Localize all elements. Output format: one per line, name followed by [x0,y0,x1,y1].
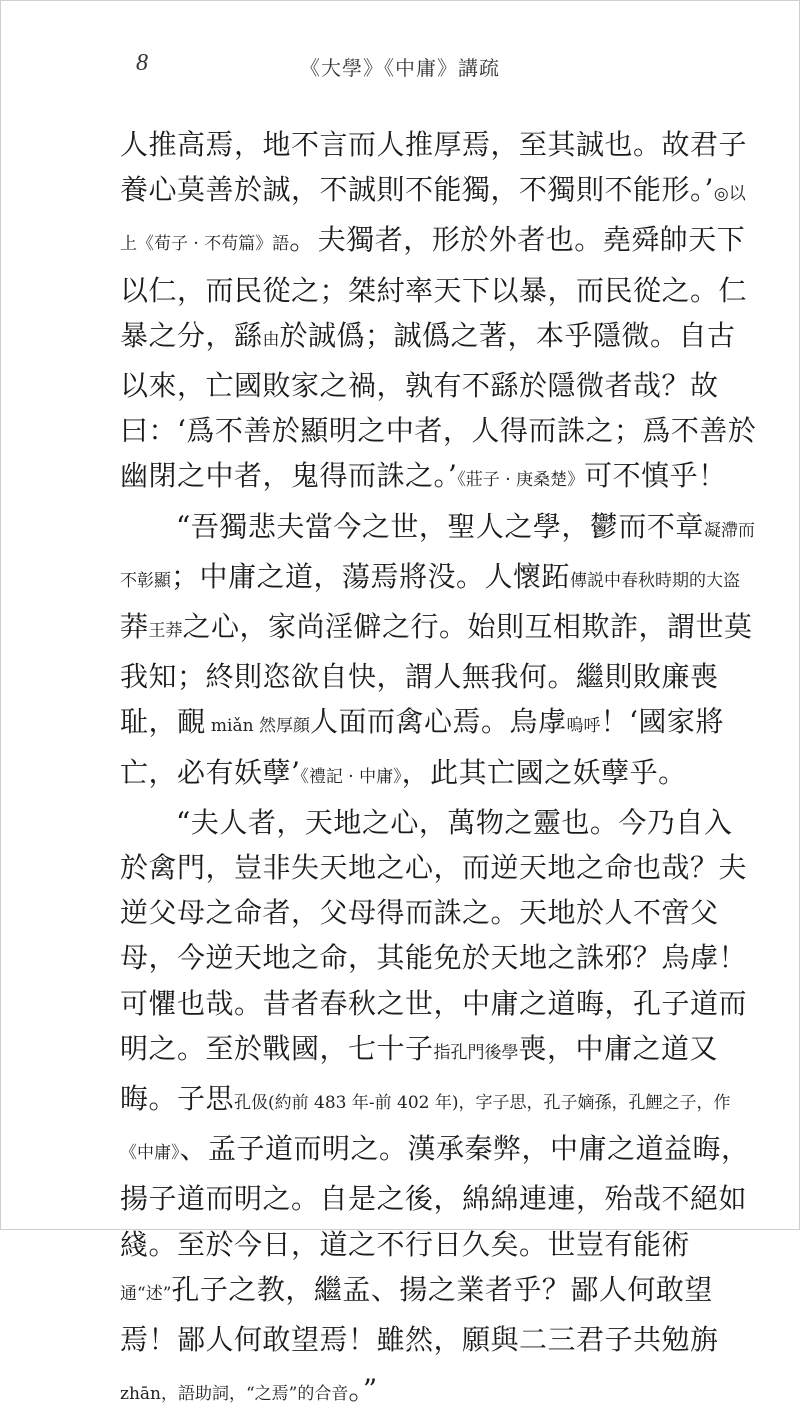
inline-annotation: 嗚呼 [566,716,601,737]
inline-annotation: 《禮記 · 中庸》 [300,766,402,787]
inline-annotation: miǎn 然厚顔 [205,716,310,737]
inline-annotation: 指孔門後學 [433,1042,519,1063]
inline-annotation: 由 [262,329,280,350]
inline-annotation: 傳説中春秋時期的大盗 [570,570,741,591]
inline-annotation: 通“述” [120,1283,172,1304]
running-title: 《大學》《中庸》講疏 [300,56,500,80]
body-text-run: 莽 [120,610,149,644]
body-text [120,122,760,1417]
body-text-run: 、孟子道而明之。漢承秦弊，中庸之道益晦，揚子道而明之。自是之後，綿綿連連，殆哉不絕如綫。至於今日，道之不行日久矣。世豈有能術 [120,1132,750,1261]
body-text-run: 之心，家尚淫僻之行。始則互相欺詐，謂世莫我知；終則恣欲自快，謂人無我何。繼則敗廉喪耻，靦 [120,610,753,739]
inline-annotation: 《莊子 · 庚桑楚》 [457,470,585,491]
body-text-run: 於誠僞；誠僞之著，本乎隱微。自古以來，亡國敗家之禍，孰有不繇於隱微者哉？故曰：‘爲不善於顯明之中者，人得而誅之；爲不善於幽閉之中者，鬼得而誅之。’ [120,318,757,493]
body-text-run: “吾獨悲夫當今之世，聖人之學，鬱而不章 [176,509,704,543]
page-number: 8 [136,50,148,76]
paragraph [120,504,760,800]
body-text-run: 人推高焉，地不言而人推厚焉，至其誠也。故君子養心莫善於誠，不誠則不能獨，不獨則不能形。’ [120,128,748,207]
body-text-run: 人面而禽心焉。烏虖 [309,705,567,739]
inline-annotation: 孔伋(約前 483 年-前 402 年)，字子思，孔子嫡孫，孔鯉之子，作《中庸》 [120,1093,731,1164]
body-text-run: ，此其亡國之妖孽乎。 [401,755,687,789]
body-text-run: 。夫獨者，形於外者也。堯舜帥天下以仁，而民從之；桀紂率天下以暴，而民從之。仁暴之分，繇 [120,223,748,352]
inline-annotation: 凝滯而不彰顯 [120,520,755,591]
body-text-run: 喪，中庸之道又晦。子思 [120,1031,719,1116]
inline-annotation: ◎以上《荀子 · 不苟篇》語 [120,184,746,255]
body-text-run: 孔子之教，繼孟、揚之業者乎？鄙人何敢望焉！鄙人何敢望焉！雖然，願與二三君子共勉旃 [120,1272,719,1357]
paragraph [120,122,760,504]
inline-annotation: 王莽 [148,621,183,642]
inline-annotation: zhān，語助詞，“之焉”的合音 [120,1384,349,1405]
page-header [0,48,800,84]
body-text-run: ！‘國家將亡，必有妖孽’ [120,705,724,789]
body-text-run: 。” [348,1373,378,1407]
paragraph [120,800,760,1417]
body-text-run: “夫人者，天地之心，萬物之靈也。今乃自入於禽門，豈非失天地之心，而逆天地之命也哉？夫逆父母之命者，父母得而誅之。天地於人不啻父母，今逆天地之命，其能免於天地之誅邪？烏虖！可懼也哉。昔者春秋之世，中庸之道晦，孔子道而明之。至於戰國，七十子 [120,805,748,1065]
body-text-run: ；中庸之道，蕩焉將没。人懷跖 [171,559,571,593]
body-text-run: 可不慎乎！ [584,459,727,493]
